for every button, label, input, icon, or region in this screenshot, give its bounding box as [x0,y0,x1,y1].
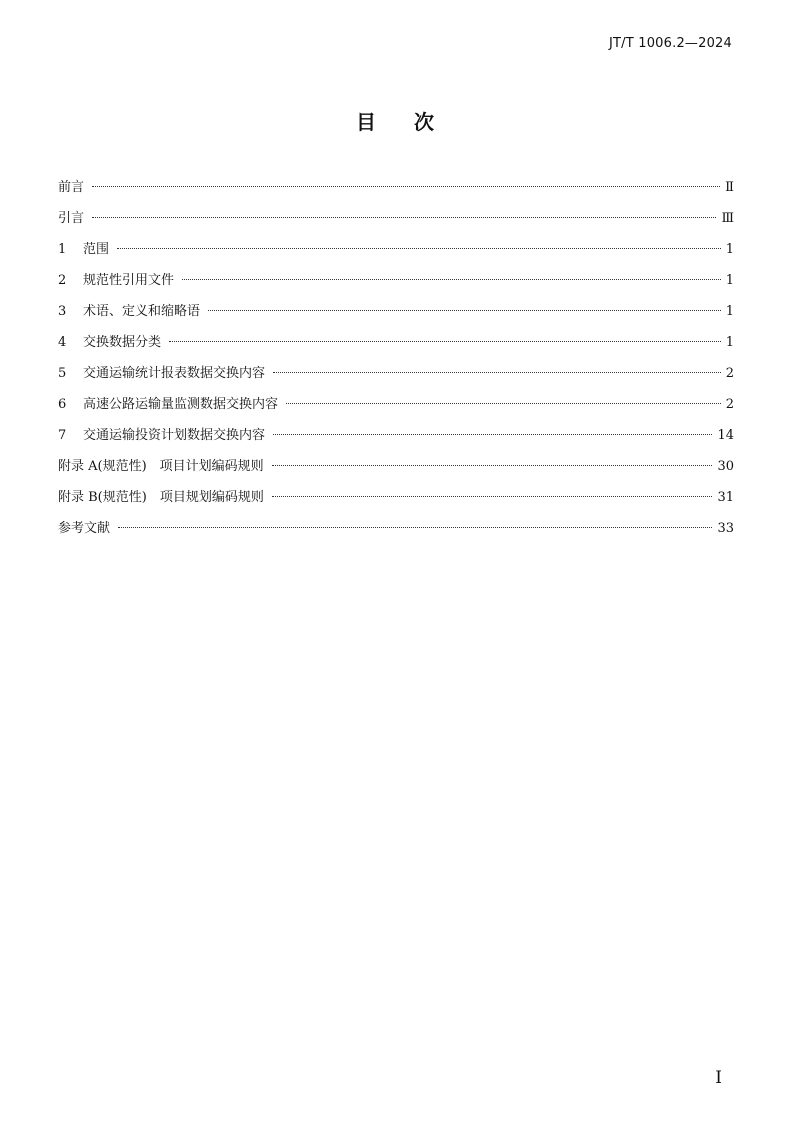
toc-section-number: 4 [58,335,67,350]
toc-label: 交通运输投资计划数据交换内容 [83,428,266,443]
toc-label: 交通运输统计报表数据交换内容 [83,366,266,381]
toc-leader-dots [286,403,721,404]
toc-leader-dots [208,310,721,311]
toc-leader-dots [92,186,720,187]
toc-leader-dots [117,248,721,249]
toc-page-number: 1 [725,335,734,350]
toc-section-number: 7 [58,428,67,443]
toc-entry-terms-definitions[interactable] [58,300,734,331]
toc-page-number: 1 [725,273,734,288]
toc-leader-dots [182,279,721,280]
toc-leader-dots [118,527,712,528]
toc-leader-dots [169,341,721,342]
toc-section-number: 1 [58,242,67,257]
toc-leader-dots [272,496,713,497]
toc-page-number: 14 [717,428,734,443]
toc-page-number: 33 [717,521,734,536]
toc-entry-data-classification[interactable] [58,331,734,362]
toc-entry-statistics-report[interactable] [58,362,734,393]
toc-label: 交换数据分类 [83,335,162,350]
toc-page-number: 31 [717,490,734,505]
toc-label: 引言 [58,211,85,226]
toc-leader-dots [272,465,713,466]
toc-page-number: 1 [725,304,734,319]
toc-entry-highway-monitoring[interactable] [58,393,734,424]
toc-label: 前言 [58,180,85,195]
toc-label: 高速公路运输量监测数据交换内容 [83,397,279,412]
toc-entry-investment-plan[interactable] [58,424,734,455]
toc-label: 术语、定义和缩略语 [83,304,201,319]
toc-entry-scope[interactable] [58,238,734,269]
toc-leader-dots [92,217,716,218]
toc-page-number: 30 [717,459,734,474]
page-title: 目次 [356,110,472,134]
toc-entry-appendix-a[interactable] [58,455,734,486]
document-code: JT/T 1006.2—2024 [609,36,732,51]
toc-entry-foreword[interactable] [58,176,734,207]
toc-label: 范围 [83,242,110,257]
toc-page-number: Ⅲ [721,211,734,226]
toc-leader-dots [273,434,712,435]
toc-label: 附录 B(规范性) 项目规划编码规则 [58,490,264,505]
toc-entry-introduction[interactable] [58,207,734,238]
toc-section-number: 3 [58,304,67,319]
toc-page-number: Ⅱ [725,180,734,195]
table-of-contents [58,176,734,548]
toc-label: 规范性引用文件 [83,273,175,288]
toc-entry-normative-references[interactable] [58,269,734,300]
toc-section-number: 6 [58,397,67,412]
toc-leader-dots [273,372,721,373]
toc-section-number: 5 [58,366,67,381]
toc-label: 参考文献 [58,521,111,536]
toc-section-number: 2 [58,273,67,288]
toc-entry-bibliography[interactable] [58,517,734,548]
toc-page-number: 1 [725,242,734,257]
toc-page-number: 2 [725,366,734,381]
toc-page-number: 2 [725,397,734,412]
toc-label: 附录 A(规范性) 项目计划编码规则 [58,459,264,474]
page-number: Ⅰ [715,1068,722,1088]
toc-entry-appendix-b[interactable] [58,486,734,517]
